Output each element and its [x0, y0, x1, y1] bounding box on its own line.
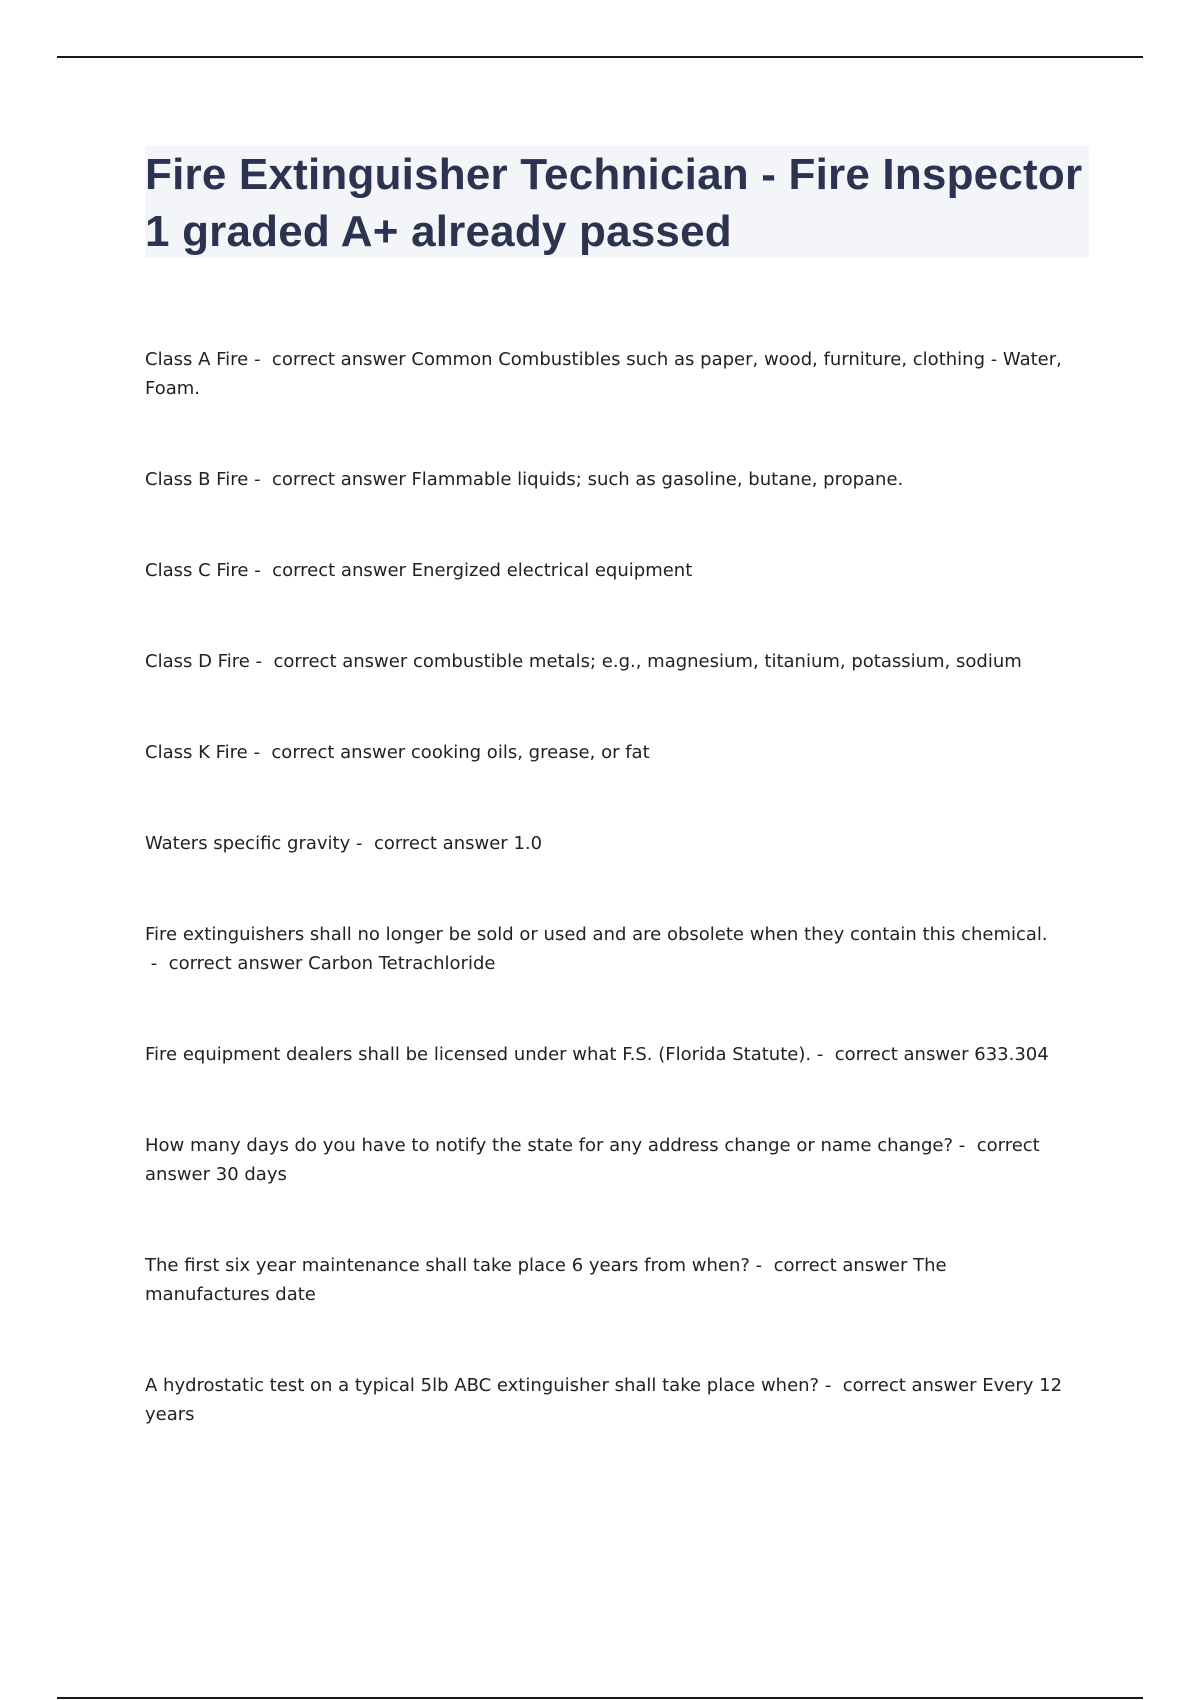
qa-item: Class K Fire - correct answer cooking oils, grease, or fat: [145, 742, 650, 763]
footer-rule: [57, 1697, 1143, 1699]
qa-question: Class B Fire: [145, 469, 249, 490]
qa-question: How many days do you have to notify the state for any address change or name change?: [145, 1135, 954, 1156]
qa-answer-label: correct answer: [168, 953, 303, 974]
qa-question: Fire equipment dealers shall be licensed under what F.S. (Florida Statute).: [145, 1044, 812, 1065]
qa-list: [145, 345, 1075, 1491]
qa-question: Class D Fire: [145, 651, 250, 672]
qa-answer: Flammable liquids; such as gasoline, butane, propane.: [411, 469, 904, 490]
title-block: [145, 146, 1089, 257]
qa-answer-label: correct answer: [273, 651, 408, 672]
qa-question: Fire extinguishers shall no longer be sold or used and are obsolete when they contain this chemical.: [145, 924, 1048, 945]
qa-answer: 30 days: [215, 1164, 287, 1185]
qa-item: Waters specific gravity - correct answer 1.0: [145, 833, 543, 854]
qa-answer-label: correct answer: [373, 833, 508, 854]
qa-answer-label: correct answer: [834, 1044, 969, 1065]
qa-answer-label: correct answer: [271, 469, 406, 490]
qa-answer: Carbon Tetrachloride: [308, 953, 496, 974]
qa-answer: 633.304: [974, 1044, 1049, 1065]
qa-answer-label: correct answer: [271, 349, 406, 370]
qa-answer: Every 12 years: [145, 1375, 1063, 1425]
qa-question: The first six year maintenance shall take place 6 years from when?: [145, 1255, 750, 1276]
qa-question: A hydrostatic test on a typical 5lb ABC extinguisher shall take place when?: [145, 1375, 820, 1396]
qa-item: Class C Fire - correct answer Energized electrical equipment: [145, 560, 693, 581]
qa-item: Class A Fire - correct answer Common Combustibles such as paper, wood, furniture, clothing - Water, Foam.: [145, 349, 1062, 399]
qa-answer: combustible metals; e.g., magnesium, titanium, potassium, sodium: [412, 651, 1022, 672]
qa-answer-label: correct answer: [272, 560, 406, 581]
qa-item: Fire equipment dealers shall be licensed under what F.S. (Florida Statute). - correct answer 633.304: [145, 1044, 1049, 1065]
qa-answer: 1.0: [513, 833, 543, 854]
qa-answer-label: correct answer: [271, 742, 406, 763]
qa-answer: The manufactures date: [145, 1255, 947, 1305]
qa-question: Class C Fire: [145, 560, 249, 581]
qa-answer-label: correct answer: [842, 1375, 977, 1396]
qa-item: A hydrostatic test on a typical 5lb ABC extinguisher shall take place when? - correct answer Every 12 years: [145, 1375, 1063, 1425]
qa-item: Class D Fire - correct answer combustible metals; e.g., magnesium, titanium, potassium, sodium: [145, 651, 1022, 672]
header-rule: [57, 56, 1143, 58]
qa-item: Fire extinguishers shall no longer be sold or used and are obsolete when they contain this chemical. - correct answer Carbon Tetrachloride: [145, 924, 1048, 974]
document-title: Fire Extinguisher Technician - Fire Inspector 1 graded A+ already passed: [145, 150, 1083, 256]
qa-item: How many days do you have to notify the state for any address change or name change? - correct answer 30 days: [145, 1135, 1040, 1185]
qa-answer-label: correct answer: [145, 1135, 1040, 1185]
qa-question: Waters specific gravity: [145, 833, 351, 854]
qa-item: The first six year maintenance shall take place 6 years from when? - correct answer The manufactures date: [145, 1255, 947, 1305]
qa-answer-label: correct answer: [773, 1255, 908, 1276]
qa-question: Class K Fire: [145, 742, 248, 763]
qa-answer: Common Combustibles such as paper, wood, furniture, clothing - Water, Foam.: [145, 349, 1062, 399]
qa-answer: cooking oils, grease, or fat: [410, 742, 650, 763]
qa-answer: Energized electrical equipment: [411, 560, 693, 581]
qa-question: Class A Fire: [145, 349, 249, 370]
qa-item: Class B Fire - correct answer Flammable liquids; such as gasoline, butane, propane.: [145, 469, 904, 490]
